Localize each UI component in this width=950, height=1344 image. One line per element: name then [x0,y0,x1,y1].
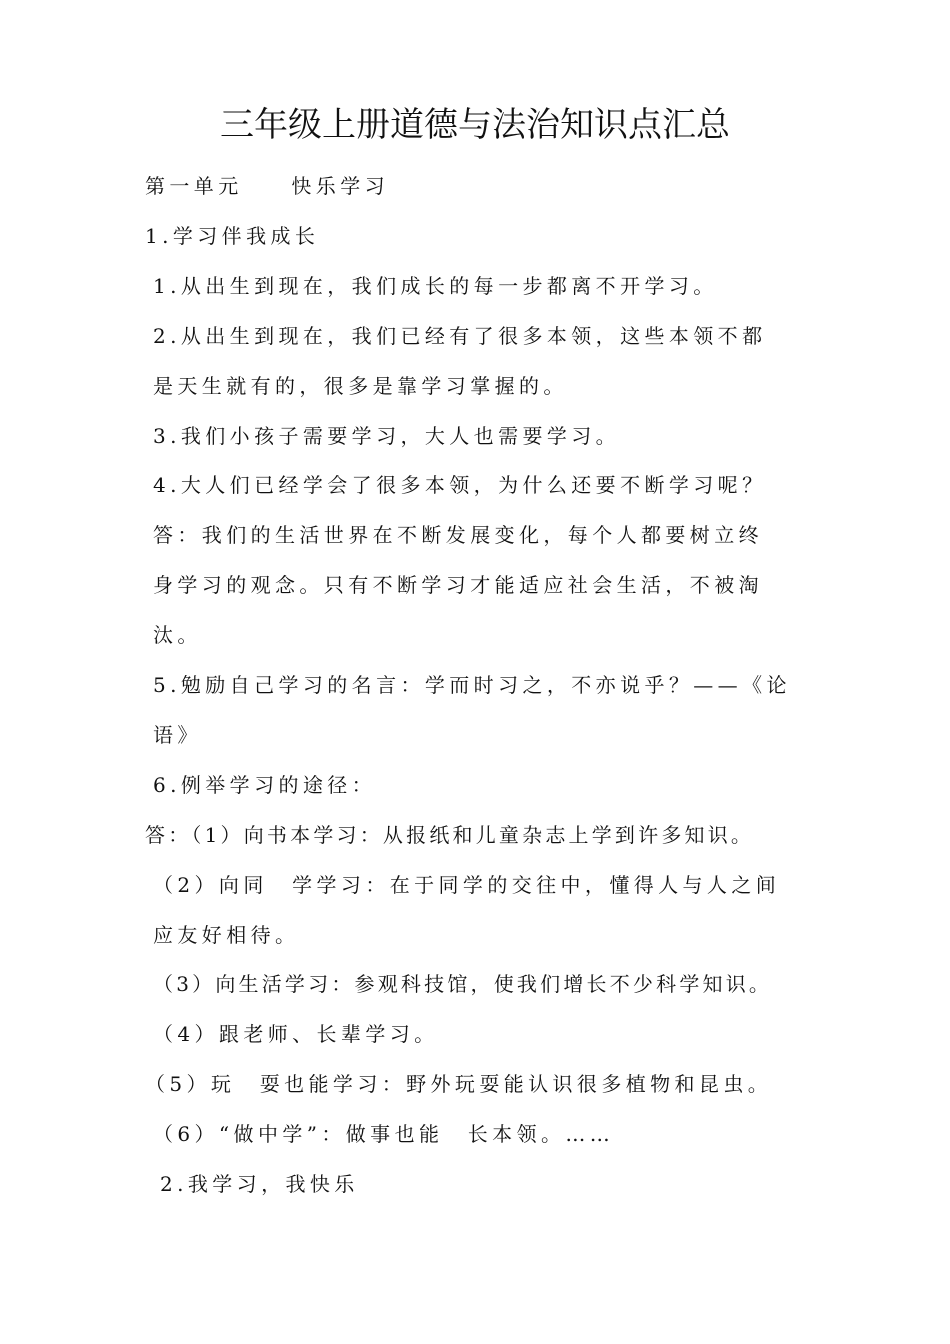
unit-heading: 第一单元 快乐学习 [145,174,389,198]
body-line: 2.从出生到现在，我们已经有了很多本领，这些本领不都 [153,324,767,348]
body-line: （6）“做中学”：做事也能 长本领。…… [153,1122,615,1146]
lesson-heading: 2.我学习，我快乐 [160,1172,359,1196]
body-line: 3.我们小孩子需要学习，大人也需要学习。 [153,424,621,448]
body-line: （2）向同 学学习：在于同学的交往中，懂得人与人之间 [153,873,781,897]
body-line: 应友好相待。 [153,923,300,947]
body-line: 5.勉励自己学习的名言：学而时习之，不亦说乎？——《论 [153,673,791,697]
body-line: 是天生就有的，很多是靠学习掌握的。 [153,374,568,398]
body-line: 汰。 [153,623,202,647]
body-line: 语》 [153,723,202,747]
body-line: （4）跟老师、长辈学习。 [153,1022,439,1046]
body-line: 4.大人们已经学会了很多本领，为什么还要不断学习呢？ [153,473,767,497]
lesson-heading: 1.学习伴我成长 [145,224,320,248]
body-line: （3）向生活学习：参观科技馆，使我们增长不少科学知识。 [153,972,773,996]
page-title: 三年级上册道德与法治知识点汇总 [220,105,730,145]
body-line: （5）玩 耍也能学习：野外玩耍能认识很多植物和昆虫。 [145,1072,773,1096]
body-line: 身学习的观念。只有不断学习才能适应社会生活，不被淘 [153,573,763,597]
body-line: 6.例举学习的途径： [153,773,377,797]
body-line: 1.从出生到现在，我们成长的每一步都离不开学习。 [153,274,718,298]
body-line: 答：我们的生活世界在不断发展变化，每个人都要树立终 [153,523,763,547]
body-line: 答：（1）向书本学习：从报纸和儿童杂志上学到许多知识。 [145,823,755,847]
